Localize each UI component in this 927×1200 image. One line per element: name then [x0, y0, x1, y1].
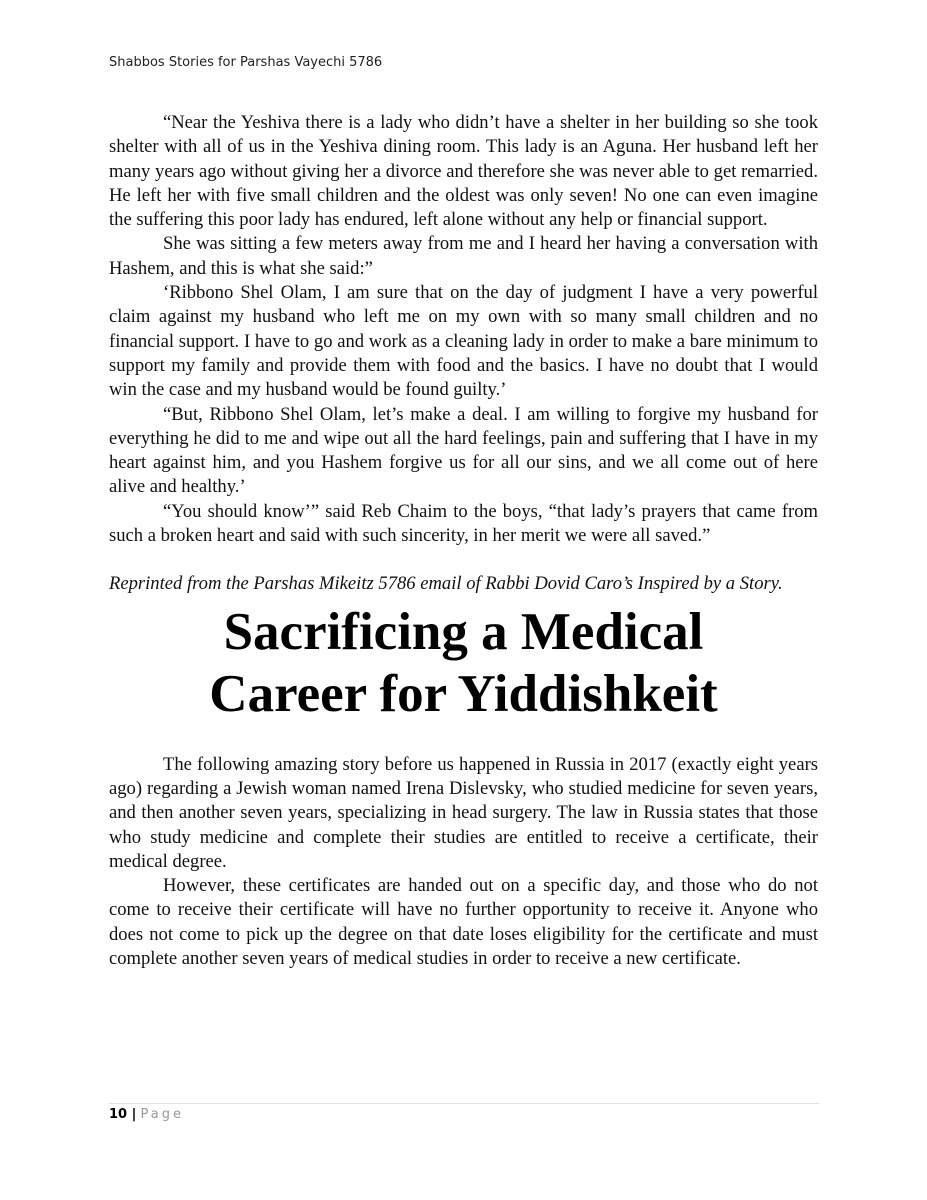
page-label: Page — [140, 1107, 184, 1122]
paragraph: “Near the Yeshiva there is a lady who didn’t have a shelter in her building so she took shelter with all of us in the Yeshiva dining room. This lady is an Aguna. Her husband left her many years ago without giving her a divorce and therefore she was never able to get remarried. He left her with five small children and the oldest was only seven! No one can even imagine the suffering this poor lady has endured, left alone without any help or financial support. — [109, 112, 818, 231]
paragraph: She was sitting a few meters away from me and I heard her having a conversation with Hashem, and this is what she said:” — [109, 233, 818, 279]
story-title-line: Career for Yiddishkeit — [209, 664, 718, 723]
page-number: 10 | — [109, 1107, 137, 1122]
running-header: Shabbos Stories for Parshas Vayechi 5786 — [109, 55, 383, 70]
footer-divider — [109, 1103, 819, 1104]
story-title — [109, 601, 818, 725]
paragraph: However, these certificates are handed out on a specific day, and those who do not come to receive their certificate will have no further opportunity to receive it. Anyone who does not come to pick up the degree on that date loses eligibility for the certificate and must complete another seven years of medical studies in order to receive a new certificate. — [109, 875, 818, 970]
paragraph: The following amazing story before us happened in Russia in 2017 (exactly eight years ago) regarding a Jewish woman named Irena Dislevsky, who studied medicine for seven years, and then another seven years, specializing in head surgery. The law in Russia states that those who study medicine and complete their studies are entitled to receive a certificate, their medical degree. — [109, 753, 818, 872]
reprint-credit: Reprinted from the Parshas Mikeitz 5786 email of Rabbi Dovid Caro’s Inspired by a Story. — [109, 573, 783, 595]
page-body — [109, 111, 818, 971]
page-footer — [109, 1107, 184, 1122]
paragraph: “You should know’” said Reb Chaim to the boys, “that lady’s prayers that came from such a broken heart and said with such sincerity, in her merit we were all saved.” — [109, 500, 818, 547]
paragraph: ‘Ribbono Shel Olam, I am sure that on the day of judgment I have a very powerful claim against my husband who left me on my own with so many small children and no financial support. I have to go and work as a cleaning lady in order to make a bare minimum to support my family and provide them with food and the basics. I have no doubt that I would win the case and my husband would be found guilty.’ — [109, 282, 818, 401]
story-title-line: Sacrificing a Medical — [223, 602, 704, 661]
paragraph: “But, Ribbono Shel Olam, let’s make a deal. I am willing to forgive my husband for everything he did to me and wipe out all the hard feelings, pain and suffering that I have in my heart against him, and you Hashem forgive us for all our sins, and we all come out of here alive and healthy.’ — [109, 403, 818, 498]
